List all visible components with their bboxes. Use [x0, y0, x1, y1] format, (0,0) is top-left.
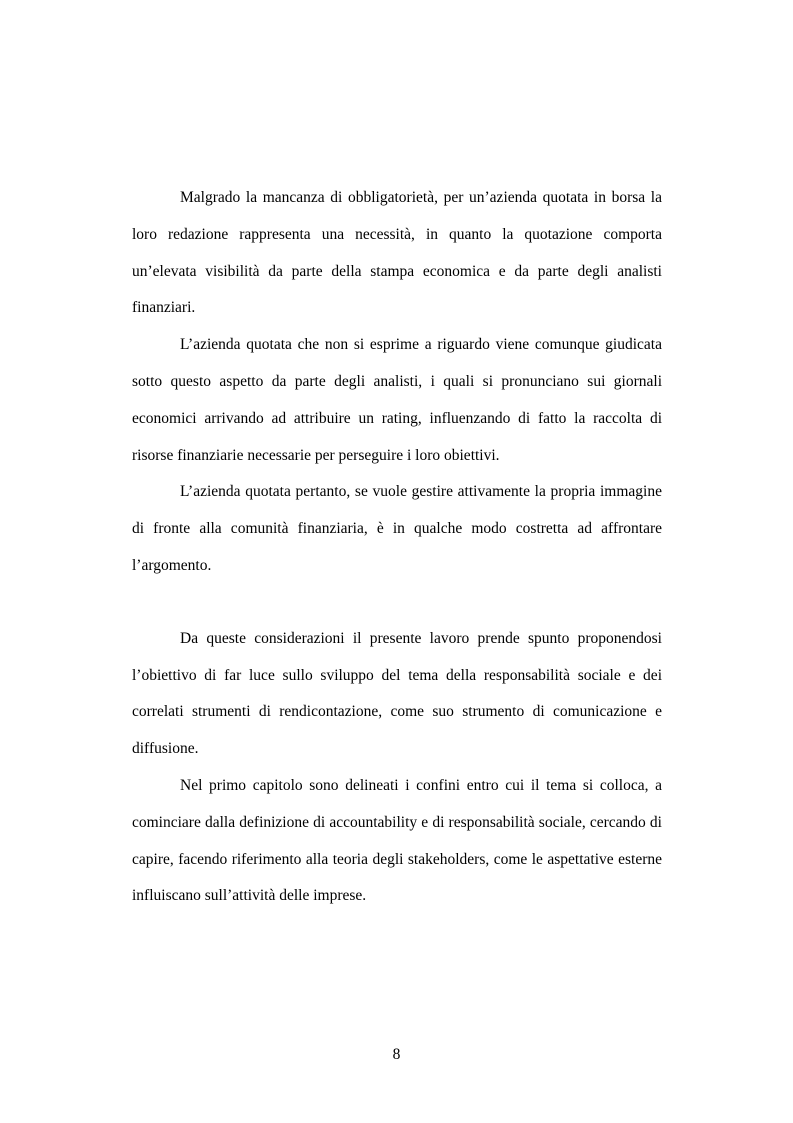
page-number: 8: [392, 1046, 401, 1063]
page-body: [132, 180, 662, 915]
paragraph-5: Nel primo capitolo sono delineati i confini entro cui il tema si colloca, a cominciare dalla definizione di accountability e di responsabilità sociale, cercando di capire, facendo riferimento alla teoria degli stakeholders, come le aspettative esterne influiscano sull’attività delle imprese.: [132, 776, 662, 905]
paragraph-2: L’azienda quotata che non si esprime a riguardo viene comunque giudicata sotto questo aspetto da parte degli analisti, i quali si pronunciano sui giornali economici arrivando ad attribuire un rating, influenzando di fatto la raccolta di risorse finanziarie necessarie per perseguire i loro obiettivi.: [132, 336, 662, 464]
paragraph-3: L’azienda quotata pertanto, se vuole gestire attivamente la propria immagine di fronte alla comunità finanziaria, è in qualche modo costretta ad affrontare l’argomento.: [132, 483, 662, 574]
paragraph-1: Malgrado la mancanza di obbligatorietà, per un’azienda quotata in borsa la loro redazione rappresenta una necessità, in quanto la quotazione comporta un’elevata visibilità da parte della stampa economica e da parte degli analisti finanziari.: [132, 189, 662, 317]
section-gap: [132, 585, 662, 621]
paragraph-4: Da queste considerazioni il presente lavoro prende spunto proponendosi l’obiettivo di far luce sullo sviluppo del tema della responsabilità sociale e dei correlati strumenti di rendicontazione, come suo strumento di comunicazione e diffusione.: [132, 629, 662, 758]
